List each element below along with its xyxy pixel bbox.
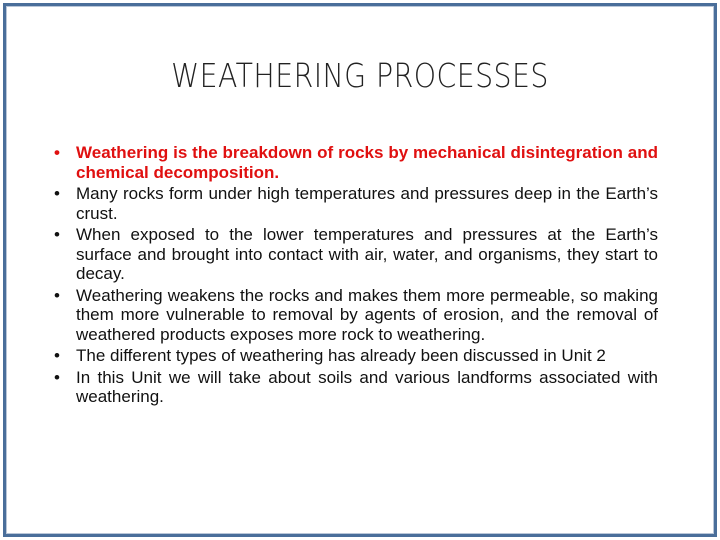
bullet-item-3: [54, 225, 658, 284]
bullet-text: When exposed to the lower temperatures and pressures at the Earth’s surface and brought into contact with air, water, and organisms, they start to decay.: [76, 225, 658, 283]
bullet-symbol: •: [54, 143, 60, 162]
bullet-symbol: •: [54, 346, 60, 365]
bullet-symbol: •: [54, 184, 60, 203]
bullet-symbol: •: [54, 225, 60, 244]
bullet-symbol: •: [54, 285, 60, 305]
bullet-list: [54, 143, 658, 409]
bullet-item-6: [54, 368, 658, 407]
bullet-text: Weathering is the breakdown of rocks by mechanical disintegration and chemical decomposition.: [76, 143, 658, 182]
bullet-text: Weathering weakens the rocks and makes them more permeable, so making them more vulnerable to removal by agents of erosion, and the removal of weathered products exposes more rock to weathering.: [76, 285, 658, 344]
bullet-item-4: [54, 286, 658, 345]
bullet-text: In this Unit we will take about soils and various landforms associated with weathering.: [76, 367, 658, 406]
slide-title: WEATHERING PROCESSES: [171, 56, 549, 95]
bullet-symbol: •: [54, 367, 60, 387]
bullet-text: The different types of weathering has already been discussed in Unit 2: [76, 346, 606, 365]
bullet-item-5: [54, 346, 658, 366]
bullet-text: Many rocks form under high temperatures and pressures deep in the Earth’s crust.: [76, 184, 658, 223]
bullet-item-1: [54, 143, 658, 182]
bullet-item-2: [54, 184, 658, 223]
